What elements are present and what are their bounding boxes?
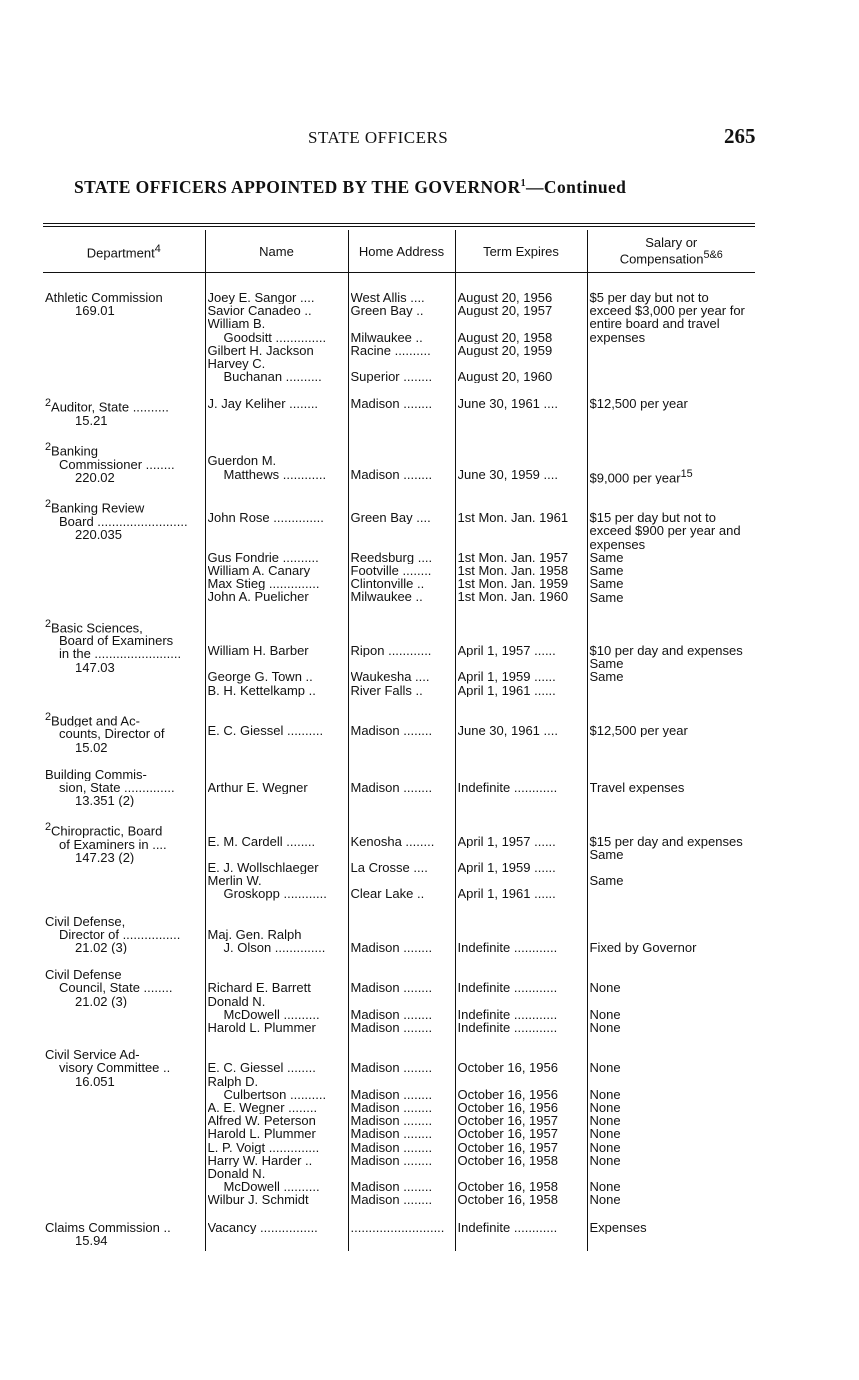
header-name: Name (205, 230, 348, 273)
page-title (74, 177, 626, 198)
term-cell: 1st Mon. Jan. 1961 1st Mon. Jan. 1957 1st Mon. Jan. 1958 1st Mon. Jan. 1959 1st Mon. Jan. 1960 (455, 484, 587, 604)
officers-table (43, 230, 755, 1251)
name-cell: J. Jay Keliher ........ (205, 383, 348, 427)
name-cell: E. C. Giessel ........ Ralph D. Culbertson .......... A. E. Wegner ........ Alfred W. Peterson Harold L. Plummer L. P. Voigt .............. Harry W. Harder .. Donald N. McDowell .......... Wilbur J. Schmidt (205, 1034, 348, 1206)
table-row (43, 697, 755, 754)
salary-cell: Expenses (587, 1207, 755, 1251)
header-home-address: Home Address (348, 230, 455, 273)
salary-cell: $9,000 per year$^{15}$ (587, 427, 755, 484)
term-cell: Indefinite ............ (455, 901, 587, 955)
salary-cell: None None None (587, 954, 755, 1034)
term-cell: April 1, 1957 ...... April 1, 1959 ...... April 1, 1961 ...... (455, 604, 587, 697)
salary-cell: $12,500 per year (587, 383, 755, 427)
address-cell: Kenosha ........ La Crosse .... Clear Lake .. (348, 807, 455, 900)
table-row (43, 383, 755, 427)
address-cell: Green Bay .... Reedsburg .... Footville ........ Clintonville .. Milwaukee .. (348, 484, 455, 604)
header-salary: Salary or Compensation$^{5\&6}$ (587, 230, 755, 273)
salary-cell: $5 per day but not to exceed $3,000 per year for entire board and travel expenses (587, 273, 755, 384)
name-cell: Arthur E. Wegner (205, 754, 348, 808)
salary-cell: None None None None None None None None None (587, 1034, 755, 1206)
term-cell: June 30, 1959 .... (455, 427, 587, 484)
department-cell: $^2$Budget and Ac- counts, Director of 15.02 (45, 710, 165, 754)
page-title-text: STATE OFFICERS APPOINTED BY THE GOVERNOR (74, 177, 521, 197)
name-cell: E. M. Cardell ........ E. J. Wollschlaeger Merlin W. Groskopp ............ (205, 807, 348, 900)
name-cell: John Rose .............. Gus Fondrie .......... William A. Canary Max Stieg .............. John A. Puelicher (205, 484, 348, 604)
department-cell: Civil Defense Council, State ........ 21.02 (3) (45, 968, 173, 1008)
department-cell: $^2$Chiropractic, Board of Examiners in .... 147.23 (2) (45, 821, 167, 865)
table-row (43, 604, 755, 697)
department-cell: $^2$Auditor, State .......... 15.21 (45, 397, 169, 428)
table-row (43, 901, 755, 955)
table-row (43, 427, 755, 484)
name-cell: William H. Barber George G. Town .. B. H. Kettelkamp .. (205, 604, 348, 697)
table-header-row (43, 230, 755, 273)
address-cell: Madison ........ (348, 754, 455, 808)
address-cell: West Allis .... Green Bay .. Milwaukee .. Racine .......... Superior ........ (348, 273, 455, 384)
header-term-expires: Term Expires (455, 230, 587, 273)
table-row (43, 754, 755, 808)
page-title-suffix: —Continued (526, 177, 627, 197)
page-number: 265 (724, 124, 756, 148)
table-row (43, 807, 755, 900)
department-cell: $^2$Basic Sciences, Board of Examiners in the ........................ 147.03 (45, 617, 182, 674)
top-rule (43, 223, 755, 224)
name-cell: Guerdon M. Matthews ............ (205, 427, 348, 484)
table-row (43, 1034, 755, 1206)
table-row (43, 484, 755, 604)
header-department: Department$^4$ (43, 230, 205, 273)
salary-cell: $15 per day but not to exceed $900 per year and expenses Same Same Same Same (587, 484, 755, 604)
salary-cell: $10 per day and expenses Same Same (587, 604, 755, 697)
term-cell: August 20, 1956 August 20, 1957 August 20, 1958 August 20, 1959 August 20, 1960 (455, 273, 587, 384)
department-cell: Building Commis- sion, State .............. 13.351 (2) (45, 767, 175, 808)
name-cell: Maj. Gen. Ralph J. Olson .............. (205, 901, 348, 955)
term-cell: Indefinite ............ (455, 754, 587, 808)
name-cell: Vacancy ................ (205, 1207, 348, 1251)
department-cell: Civil Defense, Director of ................ 21.02 (3) (45, 914, 181, 955)
page-title-footnote: 1 (520, 178, 527, 190)
term-cell: June 30, 1961 .... (455, 383, 587, 427)
term-cell: April 1, 1957 ...... April 1, 1959 ...... April 1, 1961 ...... (455, 807, 587, 900)
department-cell: Civil Service Ad- visory Committee .. 16.051 (45, 1048, 171, 1088)
address-cell: Madison ........ (348, 427, 455, 484)
salary-cell: Travel expenses (587, 754, 755, 808)
table-row (43, 954, 755, 1034)
address-cell: Madison ........ Madison ........ Madison ........ Madison ........ Madison ........ Madison ........ Madison ........ Madison ........ Madison ........ (348, 1034, 455, 1206)
name-cell: Richard E. Barrett Donald N. McDowell .......... Harold L. Plummer (205, 954, 348, 1034)
address-cell: Madison ........ (348, 383, 455, 427)
address-cell: Madison ........ (348, 697, 455, 754)
department-cell: $^2$Banking Review Board ......................... 220.035 (45, 498, 188, 542)
term-cell: Indefinite ............ (455, 1207, 587, 1251)
address-cell: Madison ........ (348, 901, 455, 955)
salary-cell: $12,500 per year (587, 697, 755, 754)
name-cell: Joey E. Sangor .... Savior Canadeo .. William B. Goodsitt .............. Gilbert H. Jackson Harvey C. Buchanan .......... (205, 273, 348, 384)
term-cell: June 30, 1961 .... (455, 697, 587, 754)
table-row (43, 273, 755, 384)
address-cell: .......................... (348, 1207, 455, 1251)
table-row (43, 1207, 755, 1251)
term-cell: Indefinite ............ Indefinite ............ Indefinite ............ (455, 954, 587, 1034)
department-cell: Athletic Commission 169.01 (45, 291, 163, 318)
department-cell: Claims Commission .. 15.94 (45, 1220, 171, 1248)
salary-cell: $15 per day and expenses Same Same (587, 807, 755, 900)
top-rule-double (43, 226, 755, 227)
address-cell: Ripon ............ Waukesha .... River Falls .. (348, 604, 455, 697)
address-cell: Madison ........ Madison ........ Madison ........ (348, 954, 455, 1034)
department-cell: $^2$Banking Commissioner ........ 220.02 (45, 441, 175, 485)
term-cell: October 16, 1956 October 16, 1956 October 16, 1956 October 16, 1957 October 16, 1957 October 16, 1957 October 16, 1958 October 16, 1958 October 16, 1958 (455, 1034, 587, 1206)
running-head: STATE OFFICERS (308, 128, 449, 147)
name-cell: E. C. Giessel .......... (205, 697, 348, 754)
salary-cell: Fixed by Governor (587, 901, 755, 955)
